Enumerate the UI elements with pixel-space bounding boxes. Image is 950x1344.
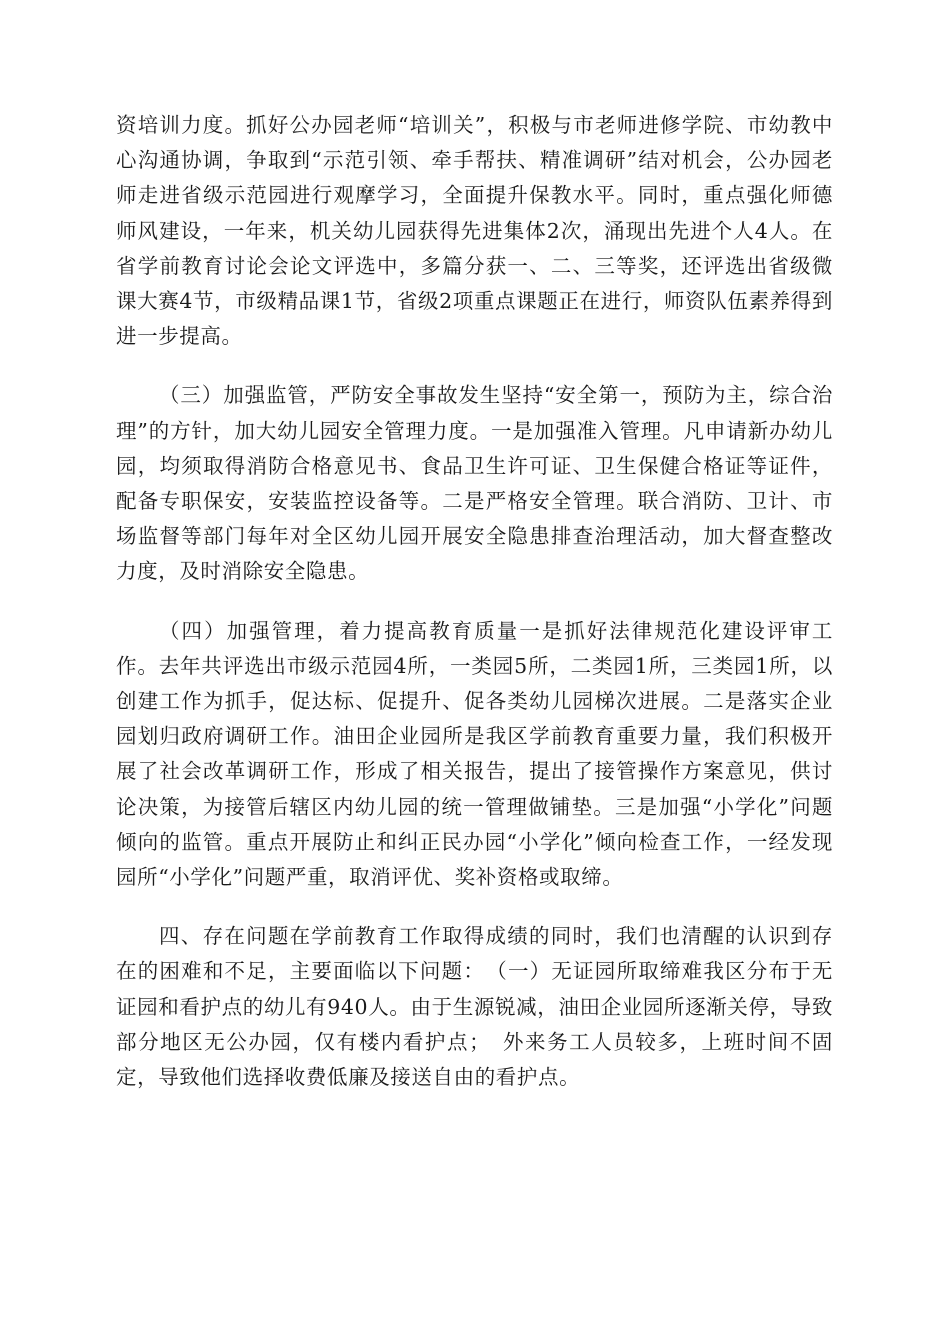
paragraph-existing-problems: 四、存在问题在学前教育工作取得成绩的同时，我们也清醒的认识到存在的困难和不足，主要面临以下问题： （一）无证园所取缔难我区分布于无证园和看护点的幼儿有940人。由于生源锐减，油田企业园所逐渐关停，导致部分地区无公办园，仅有楼内看护点； 外来务工人员较多，上班时间不固定，导致他们选择收费低廉及接送自由的看护点。 (116, 924, 833, 1090)
paragraph-spacer (116, 354, 833, 378)
paragraph-spacer (116, 895, 833, 919)
paragraph-teacher-training: 资培训力度。抓好公办园老师“培训关”，积极与市老师进修学院、市幼教中心沟通协调，争取到“示范引领、牵手帮扶、精准调研”结对机会，公办园老师走进省级示范园进行观摩学习，全面提升保教水平。同时，重点强化师德师风建设，一年来，机关幼儿园获得先进集体2次，涌现出先进个人4人。在省学前教育讨论会论文评选中，多篇分获一、二、三等奖，还评选出省级微课大赛4节，市级精品课1节，省级2项重点课题正在进行，师资队伍素养得到进一步提高。 (116, 113, 833, 349)
paragraph-quality-management: （四）加强管理，着力提高教育质量一是抓好法律规范化建设评审工作。去年共评选出市级示范园4所，一类园5所，二类园1所，三类园1所，以创建工作为抓手，促达标、促提升、促各类幼儿园梯次进展。二是落实企业园划归政府调研工作。油田企业园所是我区学前教育重要力量，我们积极开展了社会改革调研工作，形成了相关报告，提出了接管操作方案意见，供讨论决策，为接管后辖区内幼儿园的统一管理做铺垫。三是加强“小学化”问题倾向的监管。重点开展防止和纠正民办园“小学化”倾向检查工作，一经发现园所“小学化”问题严重，取消评优、奖补资格或取缔。 (116, 618, 833, 890)
paragraph-safety-supervision: （三）加强监管，严防安全事故发生坚持“安全第一，预防为主，综合治理”的方针，加大幼儿园安全管理力度。一是加强准入管理。凡申请新办幼儿园，均须取得消防合格意见书、食品卫生许可证、卫生保健合格证等证件，配备专职保安，安装监控设备等。二是严格安全管理。联合消防、卫计、市场监督等部门每年对全区幼儿园开展安全隐患排查治理活动，加大督查整改力度，及时消除安全隐患。 (116, 383, 833, 584)
document-body (116, 108, 833, 1095)
paragraph-spacer (116, 590, 833, 614)
